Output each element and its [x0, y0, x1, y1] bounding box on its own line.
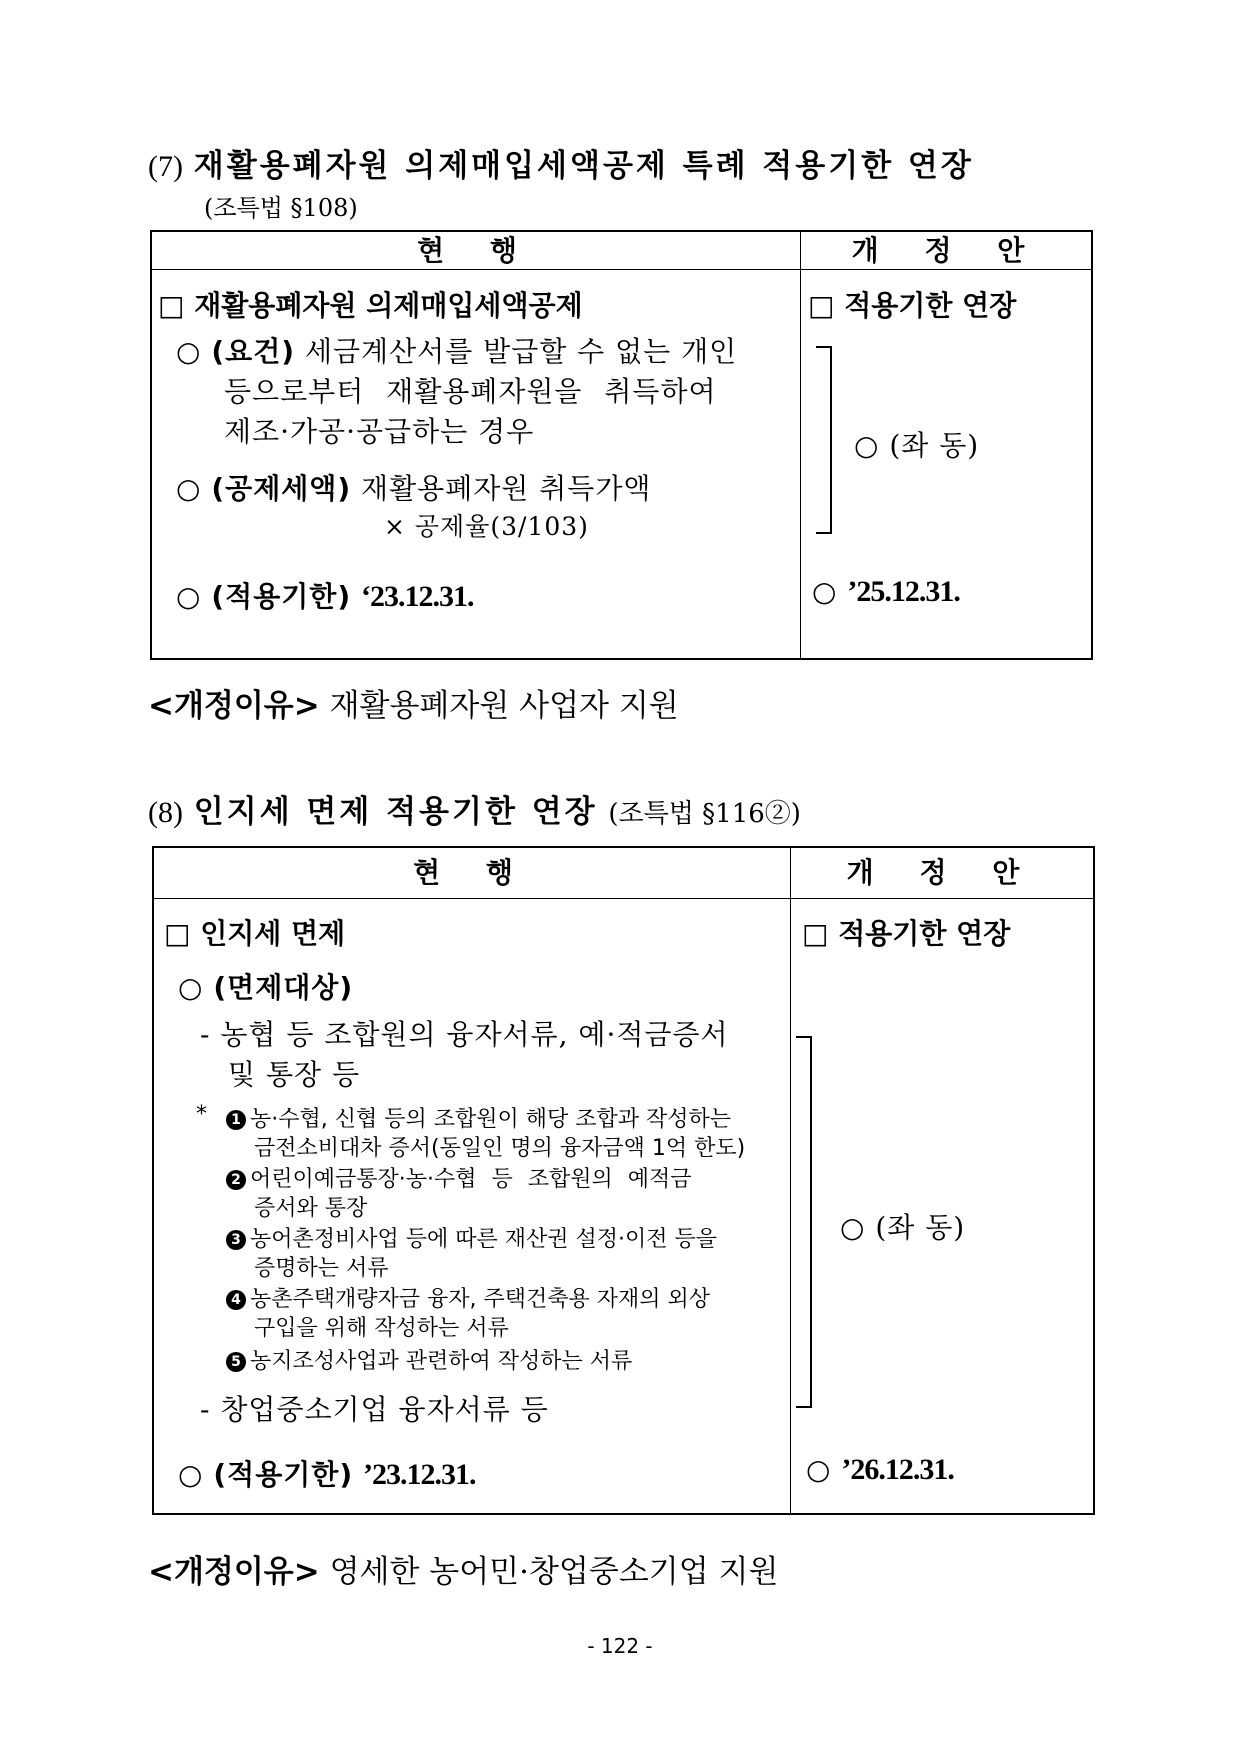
note-text-cont: 금전소비대차 증서(동일인 명의 융자금액 1억 한도) [254, 1136, 746, 1161]
period-proposed: ’25.12.31. [847, 575, 960, 608]
note-text-cont: 증서와 통장 [254, 1196, 368, 1221]
note-item-2 [226, 1162, 692, 1193]
note-text: 농어촌정비사업 등에 따른 재산권 설정·이전 등을 [250, 1227, 718, 1252]
bracket [816, 346, 832, 534]
deduction-label: (공제세액) [211, 472, 352, 505]
same-as-left: ○ (좌 동) [840, 1211, 966, 1244]
current-heading: □ 인지세 면제 [164, 917, 346, 950]
note-number-2: 2 [226, 1170, 246, 1190]
section-8-title: 인지세 면제 적용기한 연장 [193, 794, 598, 830]
section-7-title: 재활용폐자원 의제매입세액공제 특례 적용기한 연장 [193, 148, 974, 184]
section-7-table [150, 230, 1093, 660]
period-label: (적용기한) [211, 580, 352, 613]
dash-item-2: - 창업중소기업 융자서류 등 [200, 1393, 549, 1426]
reason-label: <개정이유> [148, 688, 320, 724]
period-current: ‘23.12.31. [361, 580, 474, 613]
dash-item-1: - 농협 등 조합원의 융자서류, 예·적금증서 [200, 1018, 729, 1051]
header-current: 현 행 [417, 234, 535, 267]
note-text: 농·수협, 신협 등의 조합원이 해당 조합과 작성하는 [250, 1107, 731, 1132]
section-8-number: (8) [148, 796, 183, 829]
note-number-5: 5 [226, 1352, 246, 1372]
proposed-heading: □ 적용기한 연장 [802, 917, 1011, 950]
header-proposed: 개 정 안 [851, 234, 1043, 267]
note-number-4: 4 [226, 1290, 246, 1310]
section-8-heading [148, 786, 801, 831]
note-item-4 [226, 1282, 710, 1313]
note-text-cont: 증명하는 서류 [254, 1256, 389, 1281]
header-current: 현 행 [413, 856, 531, 889]
header-proposed: 개 정 안 [846, 856, 1038, 889]
note-item-1 [226, 1102, 731, 1133]
page-number: - 122 - [587, 1634, 653, 1658]
proposed-heading: □ 적용기한 연장 [808, 289, 1017, 322]
current-heading: □ 재활용폐자원 의제매입세액공제 [158, 289, 583, 322]
period-item: ○ (적용기한) ‘23.12.31. [176, 580, 474, 613]
requirement-text-3: 제조·가공·공급하는 경우 [224, 415, 535, 448]
requirement-item: ○ (요건) 세금계산서를 발급할 수 없는 개인 [176, 335, 738, 368]
section-8-law: (조특법 §116②) [608, 799, 801, 829]
exemption-target-item: ○ (면제대상) [178, 971, 354, 1004]
note-number-3: 3 [226, 1230, 246, 1250]
note-item-3 [226, 1222, 717, 1253]
section-7-reason [148, 680, 679, 725]
requirement-text-2: 등으로부터 재활용폐자원을 취득하여 [224, 375, 717, 408]
reason-text: 재활용폐자원 사업자 지원 [329, 688, 679, 724]
period-proposed-item: ○ ’26.12.31. [806, 1453, 954, 1486]
deduction-text: 재활용폐자원 취득가액 [361, 472, 652, 505]
period-current: ’23.12.31. [363, 1458, 476, 1491]
deduction-item: ○ (공제세액) 재활용폐자원 취득가액 [176, 472, 652, 505]
period-proposed-item: ○ ’25.12.31. [812, 575, 960, 608]
exemption-target-label: (면제대상) [213, 971, 354, 1004]
bracket [796, 1036, 812, 1408]
note-text: 어린이예금통장·농·수협 등 조합원의 예적금 [250, 1167, 692, 1192]
period-label: (적용기한) [213, 1458, 354, 1491]
same-as-left: ○ (좌 동) [854, 429, 980, 462]
section-7-heading [148, 140, 974, 185]
section-8-reason [148, 1546, 778, 1591]
note-text: 농촌주택개량자금 융자, 주택건축용 자재의 외상 [250, 1287, 711, 1312]
note-text-cont: 구입을 위해 작성하는 서류 [254, 1316, 509, 1341]
column-divider [790, 848, 791, 1513]
requirement-text: 세금계산서를 발급할 수 없는 개인 [304, 335, 738, 368]
note-item-5 [226, 1344, 632, 1375]
section-7-number: (7) [148, 150, 183, 183]
section-8-table [152, 846, 1095, 1515]
reason-label: <개정이유> [148, 1554, 320, 1590]
section-7-law: (조특법 §108) [204, 194, 358, 222]
reason-text: 영세한 농어민·창업중소기업 지원 [329, 1554, 779, 1590]
note-asterisk: * [196, 1102, 207, 1127]
period-item: ○ (적용기한) ’23.12.31. [178, 1458, 476, 1491]
deduction-rate: × 공제율(3/103) [384, 512, 589, 541]
dash-item-1-cont: 및 통장 등 [228, 1058, 360, 1091]
note-text: 농지조성사업과 관련하여 작성하는 서류 [250, 1349, 633, 1374]
column-divider [800, 232, 801, 658]
period-proposed: ’26.12.31. [841, 1453, 954, 1486]
requirement-label: (요건) [211, 335, 296, 368]
note-number-1: 1 [226, 1110, 246, 1130]
